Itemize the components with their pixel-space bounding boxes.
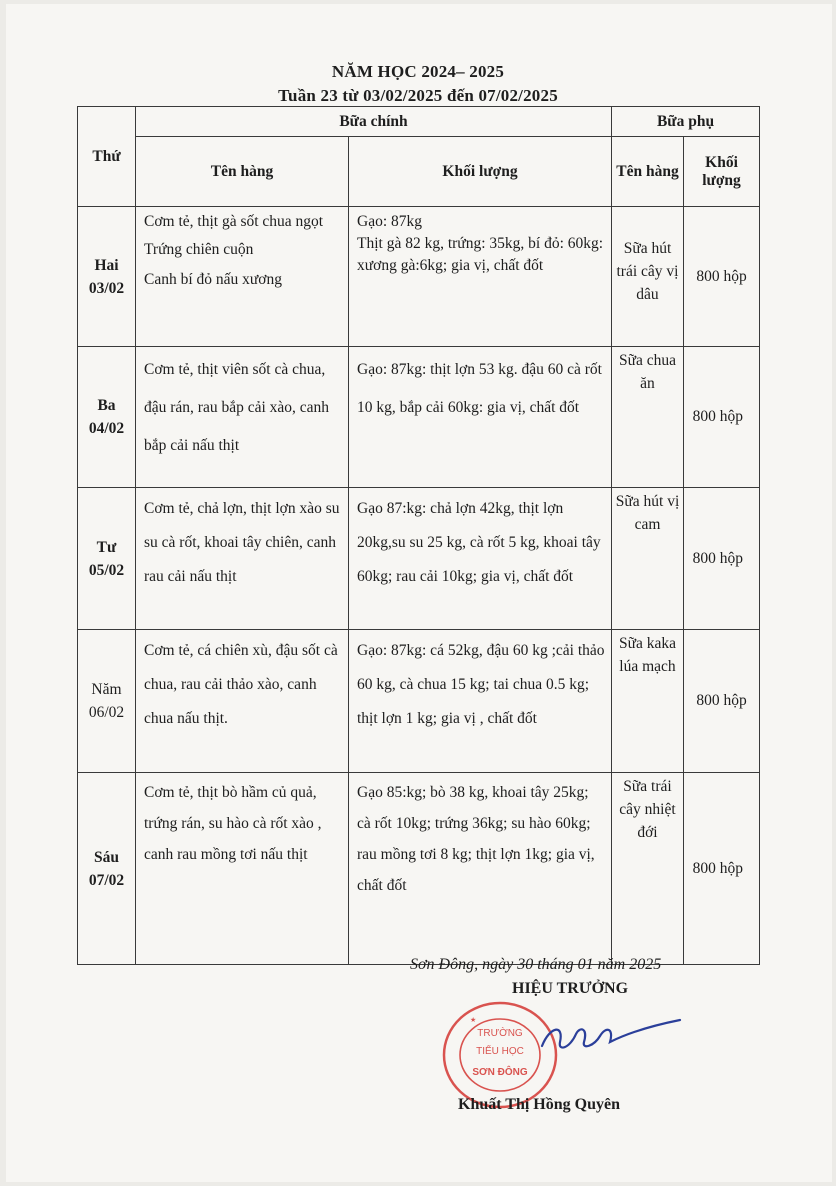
snack-item-cell: Sữa chua ăn: [612, 347, 684, 488]
snack-item-cell: Sữa kaka lúa mạch: [612, 630, 684, 773]
dish-cell: Cơm tẻ, cá chiên xù, đậu sốt cà chua, rau cải thảo xào, canh chua nấu thịt.: [136, 630, 349, 773]
dish-cell: Cơm tẻ, thịt bò hầm củ quả, trứng rán, su hào cà rốt xào , canh rau mồng tơi nấu thịt: [136, 773, 349, 965]
day-cell: [78, 347, 136, 488]
signature: [530, 1012, 690, 1062]
signature-stroke: [542, 1020, 680, 1048]
page-title: NĂM HỌC 2024– 2025: [331, 62, 505, 81]
day-cell: [78, 773, 136, 965]
snack-amount-cell: 800 hộp: [684, 488, 760, 630]
header-main-meal: Bữa chính: [136, 107, 612, 137]
day-date: 03/02: [88, 279, 125, 297]
amount-cell: Gạo: 87kg: cá 52kg, đậu 60 kg ;cải thảo 60 kg, cà chua 15 kg; tai chua 0.5 kg; thịt lợn 1 kg; gia vị , chất đốt: [349, 630, 612, 773]
header-amount: Khối lượng: [349, 137, 612, 207]
dish-line: Canh bí đỏ nấu xương: [144, 271, 283, 288]
seal-star-icon: ★: [470, 1017, 477, 1024]
snack-amount-cell: 800 hộp: [684, 207, 760, 347]
seal-line: SƠN ĐÔNG: [472, 1067, 528, 1078]
header-day: Thứ: [78, 107, 136, 207]
header-snack-item: Tên hàng: [612, 137, 684, 207]
dish-line: Trứng chiên cuộn: [144, 241, 254, 258]
day-name: Sáu: [94, 848, 119, 866]
dish-cell: Cơm tẻ, chả lợn, thịt lợn xào su su cà rốt, khoai tây chiên, canh rau cải nấu thịt: [136, 488, 349, 630]
snack-amount-cell: 800 hộp: [684, 347, 760, 488]
day-cell: [78, 488, 136, 630]
signer-name: Khuất Thị Hồng Quyên: [458, 1096, 620, 1113]
amount-cell: Gạo: 87kg: thịt lợn 53 kg. đậu 60 cà rốt 10 kg, bắp cải 60kg: gia vị, chất đốt: [349, 347, 612, 488]
header-item: Tên hàng: [136, 137, 349, 207]
day-date: 05/02: [88, 561, 125, 579]
amount-cell: Gạo 85:kg; bò 38 kg, khoai tây 25kg; cà rốt 10kg; trứng 36kg; su hào 60kg; rau mồng tơi 8 kg; thịt lợn 1kg; gia vị, chất đốt: [349, 773, 612, 965]
day-date: 06/02: [88, 704, 125, 721]
amount-cell: [349, 207, 612, 347]
snack-item-cell: Sữa trái cây nhiệt đới: [612, 773, 684, 965]
day-name: Ba: [97, 397, 116, 414]
dish-cell: Cơm tẻ, thịt viên sốt cà chua, đậu rán, rau bắp cải xào, canh bắp cải nấu thịt: [136, 347, 349, 488]
day-cell: [78, 630, 136, 773]
principal-title: HIỆU TRƯỞNG: [512, 980, 629, 997]
amount-line: Thịt gà 82 kg, trứng: 35kg, bí đỏ: 60kg: xương gà:6kg; gia vị, chất đốt: [357, 235, 604, 274]
snack-amount-cell: 800 hộp: [684, 630, 760, 773]
day-date: 04/02: [88, 420, 125, 437]
amount-line: Gạo: 87kg: [357, 213, 423, 230]
table-row: [78, 630, 760, 773]
table-row: [78, 773, 760, 965]
snack-item-cell: Sữa hút vị cam: [612, 488, 684, 630]
seal-line: TIỂU HỌC: [476, 1046, 524, 1057]
header-snack-amount: Khối lượng: [684, 137, 760, 207]
table-row: [78, 347, 760, 488]
dish-cell: [136, 207, 349, 347]
day-name: Hai: [94, 256, 119, 274]
table-row: [78, 207, 760, 347]
menu-table: [77, 106, 760, 965]
page-subtitle: Tuần 23 từ 03/02/2025 đến 07/02/2025: [278, 86, 558, 105]
table-row: [78, 488, 760, 630]
header-snack: Bữa phụ: [612, 107, 760, 137]
day-name: Tư: [96, 538, 117, 556]
place-date: Sơn Đông, ngày 30 tháng 01 năm 2025: [410, 956, 662, 973]
snack-item-cell: Sữa hút trái cây vị dâu: [612, 207, 684, 347]
amount-cell: Gạo 87:kg: chả lợn 42kg, thịt lợn 20kg,su su 25 kg, cà rốt 5 kg, khoai tây 60kg; rau cải 10kg; gia vị, chất đốt: [349, 488, 612, 630]
day-cell: [78, 207, 136, 347]
dish-line: Cơm tẻ, thịt gà sốt chua ngọt: [144, 213, 324, 230]
seal-line: TRƯỜNG: [477, 1028, 523, 1039]
day-date: 07/02: [88, 871, 125, 889]
day-name: Năm: [91, 681, 122, 698]
snack-amount-cell: 800 hộp: [684, 773, 760, 965]
